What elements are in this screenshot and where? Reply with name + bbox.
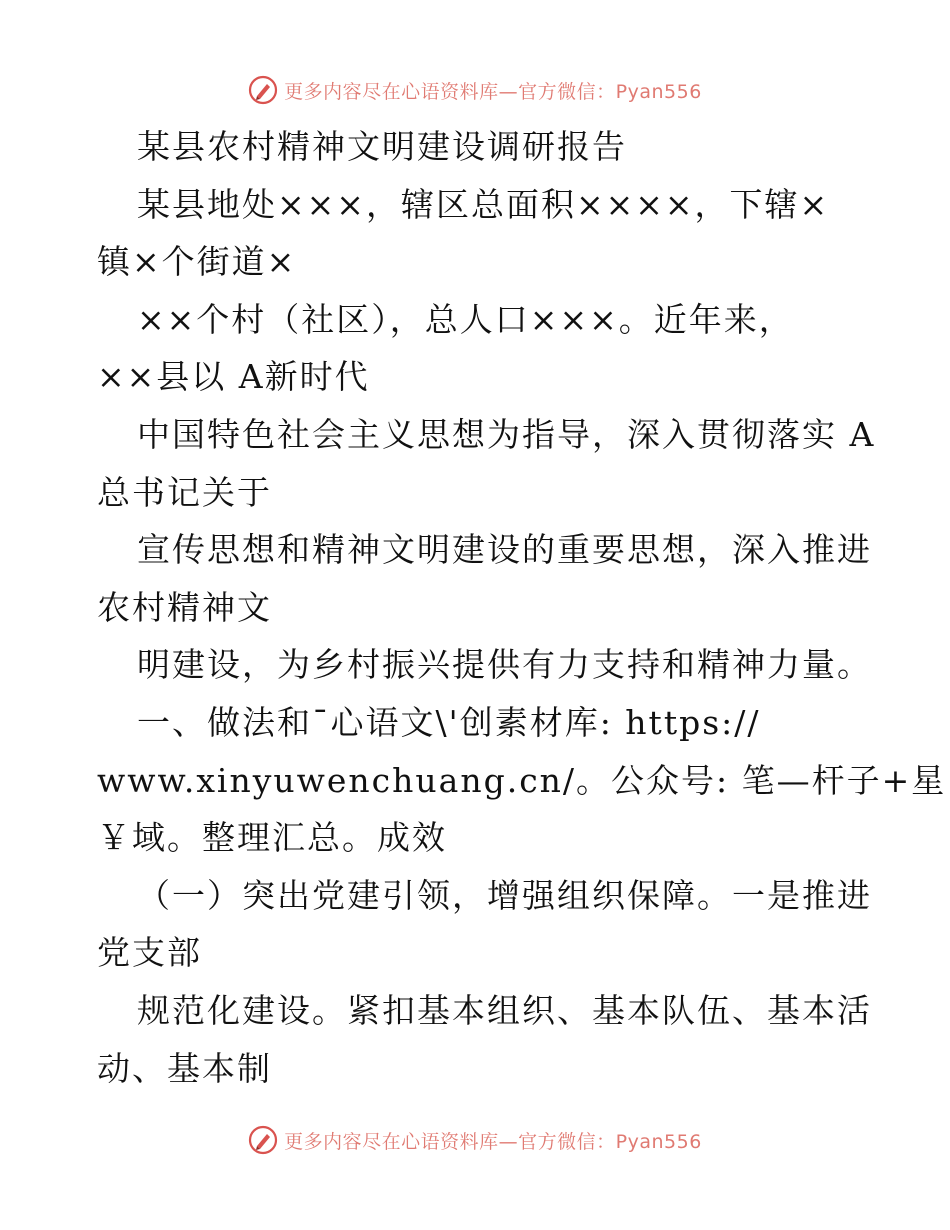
- paragraph-line: 宣传思想和精神文明建设的重要思想，深入推进: [137, 530, 872, 570]
- document-title: 某县农村精神文明建设调研报告: [137, 127, 627, 166]
- document-body: [97, 118, 947, 1097]
- paragraph-line: 总书记关于: [97, 472, 272, 512]
- pen-in-circle-icon: [248, 1125, 278, 1155]
- paragraph-line: ××县以 A新时代: [97, 357, 370, 397]
- footer-banner-text: 更多内容尽在心语资料库—官方微信：Pyan556: [284, 1130, 702, 1153]
- paragraph-line: ××个村（社区），总人口×××。近年来，: [137, 299, 794, 339]
- paragraph-line: 农村精神文: [97, 587, 272, 627]
- paragraph-line: 动、基本制: [97, 1048, 272, 1088]
- paragraph-line: www.xinyuwenchuang.cn/。公众号: 笔—杆子+星: [97, 760, 947, 800]
- paragraph-line: 规范化建设。紧扣基本组织、基本队伍、基本活: [137, 990, 872, 1030]
- header-banner: [0, 70, 950, 110]
- paragraph-line: 镇×个街道×: [97, 242, 297, 282]
- footer-banner: [0, 1120, 950, 1160]
- paragraph-line: 某县地处×××，辖区总面积××××，下辖×: [137, 184, 830, 224]
- paragraph-line: ￥域。整理汇总。成效: [97, 818, 447, 858]
- section-heading: 一、做法和¯心语文\'创素材库: https://: [137, 702, 761, 742]
- pen-in-circle-icon: [248, 75, 278, 105]
- header-banner-text: 更多内容尽在心语资料库—官方微信：Pyan556: [284, 80, 702, 103]
- paragraph-line: 党支部: [97, 933, 202, 973]
- paragraph-line: 明建设，为乡村振兴提供有力支持和精神力量。: [137, 645, 872, 685]
- paragraph-line: 中国特色社会主义思想为指导，深入贯彻落实 A: [137, 414, 876, 454]
- subsection-heading: （一）突出党建引领，增强组织保障。一是推进: [137, 875, 872, 915]
